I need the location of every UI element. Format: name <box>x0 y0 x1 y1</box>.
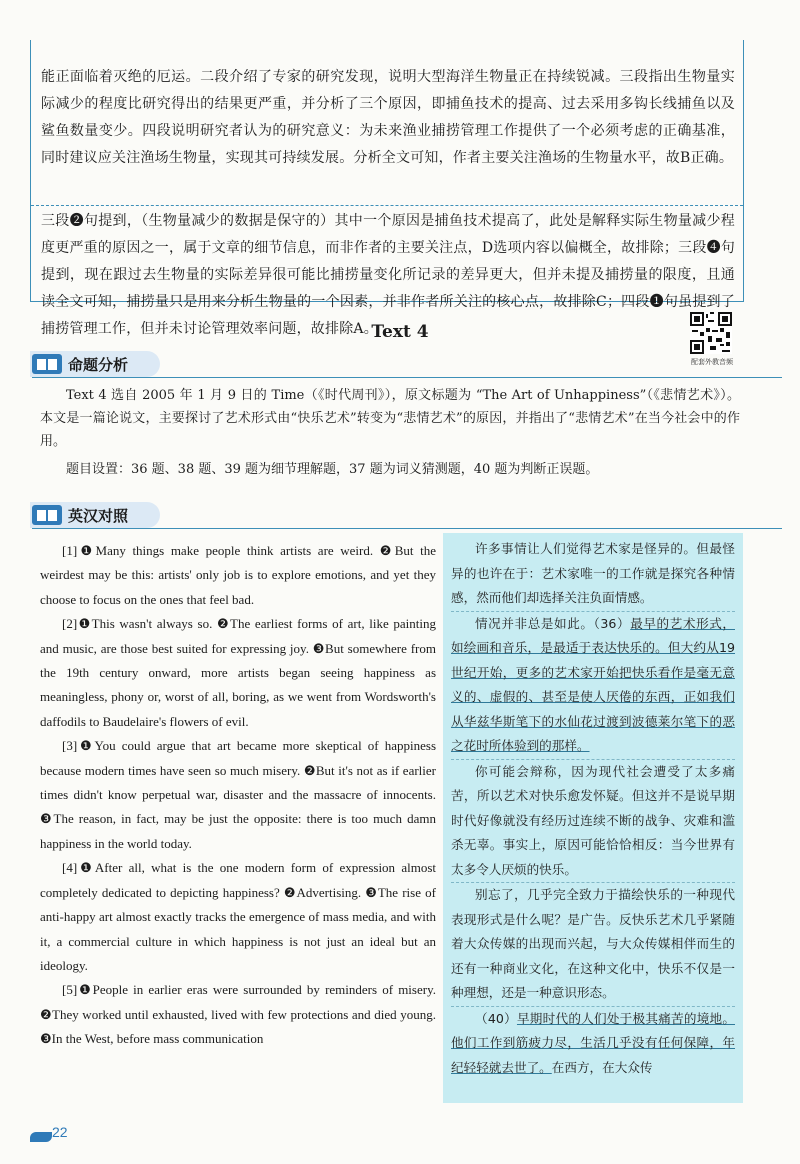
answer-highlight: 最早的艺术形式，如绘画和音乐，是最适于表达快乐的。但大约从19世纪开始，更多的艺术家开始把快乐看作是毫无意义的、虚假的、甚至是使人厌倦的东西，正如我们从华兹华斯笔下的水仙花过渡到波德莱尔笔下的恶之花时所体验到的那样。 <box>451 615 735 753</box>
english-paragraph-2: [2]❶This wasn't always so. ❷The earliest forms of art, like painting and music, are those best suited for expressing joy. ❸But somewhere from the 19th century onward, more artists began seeing happiness as meaningless, phony or, worst of all, boring, as we went from Wordsworth's daffodils to Baudelaire's flowers of evil. <box>40 616 436 729</box>
chinese-text: 别忘了，几乎完全致力于描绘快乐的一种现代表现形式是什么呢？是广告。反快乐艺术几乎紧随着大众传媒的出现而兴起，与大众传媒相伴而生的还有一种商业文化，在这种文化中，快乐不仅是一种理想，还是一种意识形态。 <box>451 887 735 1000</box>
chinese-paragraph-5 <box>451 1006 735 1081</box>
chinese-paragraph-1 <box>451 537 735 611</box>
chinese-text: 许多事情让人们觉得艺术家是怪异的。但最怪异的也许在于：艺术家唯一的工作就是探究各种情感，然而他们却选择关注负面情感。 <box>451 541 735 605</box>
qr-code-icon[interactable] <box>690 312 732 354</box>
chinese-paragraph-3 <box>451 759 735 883</box>
chinese-text: 情况并非总是如此。（36） <box>475 615 631 631</box>
chinese-text: （40） <box>475 1010 517 1026</box>
chinese-text: 在西方，在大众传 <box>551 1059 653 1075</box>
book-icon <box>32 505 62 525</box>
section-header-bilingual <box>30 502 160 528</box>
english-paragraph-1: [1]❶Many things make people think artists are weird. ❷But the weirdest may be this: artists' only job is to explore emotions, and yet they choose to focus on the ones that feel bad. <box>40 543 436 607</box>
dashed-divider <box>31 205 743 206</box>
english-paragraph-4: [4]❶After all, what is the one modern form of expression almost completely dedicated to depicting happiness? ❷Advertising. ❸The rise of anti-happy art almost exactly tracks the emergence of mass media, and with it, a commercial culture in which happiness is not just an ideal but an ideology. <box>40 860 436 973</box>
page-number-marker <box>30 1132 52 1142</box>
book-icon <box>32 354 62 374</box>
answer-highlight: 早期时代的人们处于极其痛苦的境地。他们工作到筋疲力尽，生活几乎没有任何保障，年纪轻轻就去世了。 <box>451 1010 735 1075</box>
analysis-paragraph-2: 三段❷句提到，（生物量减少的数据是保守的）其中一个原因是捕鱼技术提高了，此处是解释实际生物量减少程度更严重的原因之一，属于文章的细节信息，而非作者的主要关注点，D选项内容以偏概全，故排除；三段❹句提到，现在跟过去生物量的实际差异很可能比捕捞量变化所记录的差异更大，但并未提及捕捞量的限度，且通读全文可知，捕捞量只是用来分析生物量的一个因素，并非作者所关注的核心点，故排除C；四段❶句虽提到了捕捞管理工作，但并未讨论管理效率问题，故排除A。 <box>41 213 735 337</box>
section-label: 命题分析 <box>68 356 129 374</box>
chinese-text: 你可能会辩称，因为现代社会遭受了太多痛苦，所以艺术对快乐愈发怀疑。但这并不是说早期时代好像就没有经历过连续不断的战争、灾难和滥杀无辜。事实上，原因可能恰恰相反：当今世界有太多令人厌烦的快乐。 <box>451 763 735 877</box>
chinese-paragraph-2 <box>451 611 735 759</box>
analysis-paragraph-1: 能正面临着灭绝的厄运。二段介绍了专家的研究发现，说明大型海洋生物量正在持续锐减。三段指出生物量实际减少的程度比研究得出的结果更严重，并分析了三个原因，即捕鱼技术的提高、过去采用多钩长线捕鱼以及鲨鱼数量变少。四段说明研究者认为的研究意义：为未来渔业捕捞管理工作提供了一个必须考虑的正确基准，同时建议应关注渔场生物量，实现其可持续发展。分析全文可知，作者主要关注渔场的生物量水平，故B正确。 <box>41 69 735 166</box>
section-header-analysis <box>30 351 160 377</box>
analysis-summary: Text 4 选自 2005 年 1 月 9 日的 Time（《时代周刊》），原文标题为 “The Art of Unhappiness”（《悲情艺术》）。本文是一篇论说文，主要探讨了艺术形式由“快乐艺术”转变为“悲情艺术”的原因，并指出了“悲情艺术”在当今社会中的作用。 <box>40 388 740 449</box>
qr-caption: 配套外教音频 <box>691 358 733 366</box>
english-paragraph-5: [5]❶People in earlier eras were surrounded by reminders of misery. ❷They worked until exhausted, lived with few protections and died young. ❸In the West, before mass communication <box>40 982 436 1047</box>
page-number-text: 22 <box>52 1124 68 1140</box>
chinese-paragraph-4 <box>451 882 735 1006</box>
english-column <box>40 539 436 1052</box>
passage-title: Text 4 <box>371 322 429 342</box>
section-rule <box>32 377 782 378</box>
english-paragraph-3: [3]❶You could argue that art became more skeptical of happiness because modern times have seen so much misery. ❷But it's not as if earlier times didn't know perpetual war, disaster and the massacre of innocents. ❸The reason, in fact, may be just the opposite: there is too much damn happiness in the world today. <box>40 738 436 851</box>
section-rule <box>32 528 782 529</box>
section-label: 英汉对照 <box>68 507 129 525</box>
question-types: 题目设置：36 题、38 题、39 题为细节理解题，37 题为词义猜测题，40 题为判断正误题。 <box>66 462 599 477</box>
chinese-column <box>443 533 743 1103</box>
page-number <box>30 1124 70 1142</box>
